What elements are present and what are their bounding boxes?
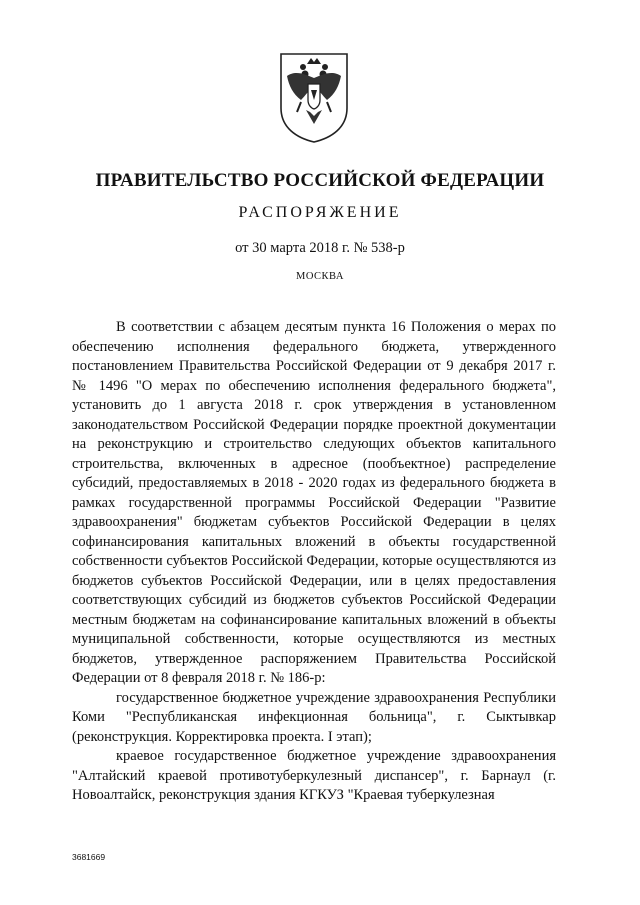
government-title: ПРАВИТЕЛЬСТВО РОССИЙСКОЙ ФЕДЕРАЦИИ: [95, 170, 545, 191]
document-code: 3681669: [72, 852, 106, 862]
paragraph: В соответствии с абзацем десятым пункта 16 Положения о мерах по обеспечению исполнения федерального бюджета, утвержденного постановлением Правительства Российской Федерации от 9 декабря 2017 г. № 1496 "О мерах по обеспечению исполнения федерального бюджета", установить до 1 августа 2018 г. срок утверждения в установленном законодательством Российской Федерации порядке проектной документации на реконструкцию и строительство следующих объектов капитального строительства, включенных в адресное (пообъектное) распределение субсидий, предоставляемых в 2018 - 2020 годах из федерального бюджета в рамках государственной программы Российской Федерации "Развитие здравоохранения" бюджетам субъектов Российской Федерации в целях софинансирования капитальных вложений в объекты государственной собственности субъектов Российской Федерации, которые осуществляются из бюджетов субъектов Российской Федерации, или в целях предоставления соответствующих субсидий из бюджетов субъектов Российской Федерации местным бюджетам на софинансирование капитальных вложений в объекты муниципальной собственности, которые осуществляются из местных бюджетов, утвержденное распоряжением Правительства Российской Федерации от 8 февраля 2018 г. № 186-р:: [72, 319, 556, 686]
paragraph: краевое государственное бюджетное учреждение здравоохранения "Алтайский краевой противотуберкулезный диспансер", г. Барнаул (г. Новоалтайск, реконструкция здания КГКУЗ "Краевая туберкулезная: [72, 748, 556, 803]
document-body: [72, 318, 556, 806]
document-type: РАСПОРЯЖЕНИЕ: [238, 204, 402, 221]
document-date-number: от 30 марта 2018 г. № 538-р: [235, 240, 405, 256]
coat-of-arms-icon: [275, 50, 353, 144]
paragraph: государственное бюджетное учреждение здравоохранения Республики Коми "Республиканская инфекционная больница", г. Сыктывкар (реконструкция. Корректировка проекта. I этап);: [72, 689, 556, 745]
document-city: МОСКВА: [296, 271, 344, 282]
